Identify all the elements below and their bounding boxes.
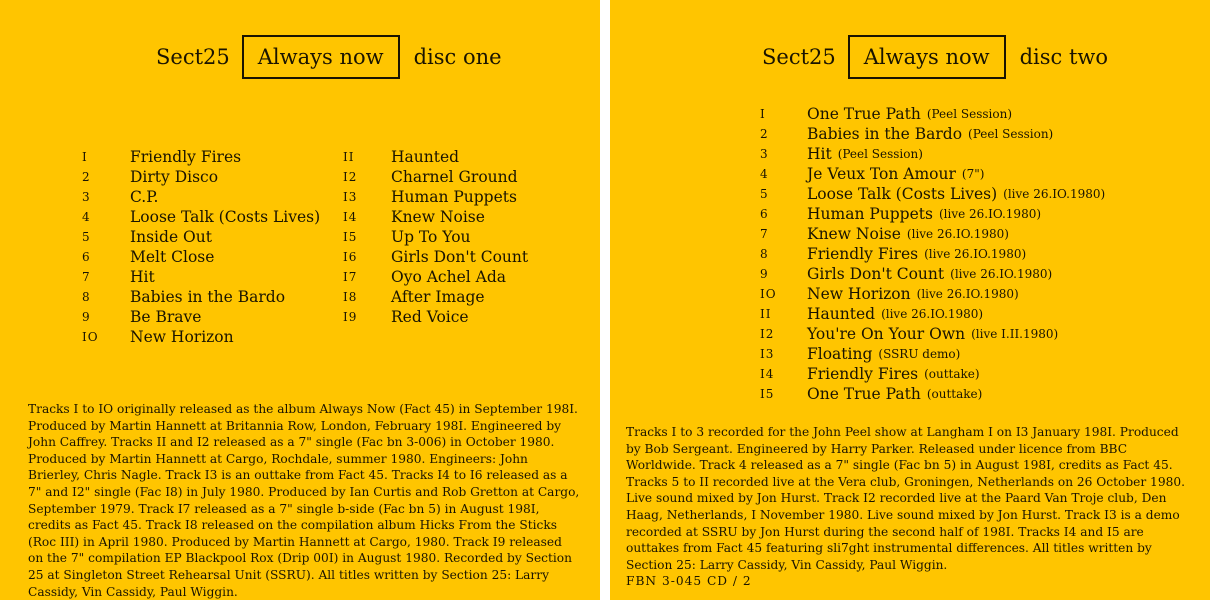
track-row: [760, 124, 1105, 144]
track-row: [343, 227, 528, 247]
track-title: Floating: [807, 345, 873, 363]
track-row: [760, 224, 1105, 244]
track-number: I2: [343, 170, 358, 184]
track-number: IO: [760, 287, 777, 301]
track-number: 7: [760, 227, 769, 241]
disc-two-panel: [610, 0, 1210, 600]
track-note: (live I.II.1980): [971, 327, 1059, 341]
liner-notes: Tracks I to 3 recorded for the John Peel show at Langham I on I3 January 198I. Produced by Bob Sergeant. Engineered by Harry Parker. Released under licence from BBC Worldwide. Track 4 released as a 7" single (Fac bn 5) in August 198I, credits as Fact 45. Tracks 5 to II recorded live at the Vera club, Groningen, Netherlands on 26 October 1980. Live sound mixed by Jon Hurst. Track I2 recorded live at the Paard Van Troje club, Den Haag, Netherlands, I November 1980. Live sound mixed by Jon Hurst. Track I3 is a demo recorded at SSRU by Jon Hurst during the second half of 198I. Tracks I4 and I5 are outtakes from Fact 45 featuring sli7ght instrumental differences. All titles written by Section 25: Larry Cassidy, Vin Cassidy, Paul Wiggin.: [626, 425, 1185, 572]
track-title: Babies in the Bardo: [130, 288, 286, 306]
track-row: [82, 167, 320, 187]
track-number: I: [760, 107, 766, 121]
track-row: [343, 147, 528, 167]
track-row: [82, 327, 320, 347]
track-number: 5: [760, 187, 769, 201]
track-title: Babies in the Bardo: [807, 125, 963, 143]
track-title: Hit: [807, 145, 832, 163]
track-note: (Peel Session): [837, 147, 923, 161]
track-row: [82, 287, 320, 307]
track-title: Human Puppets: [391, 188, 517, 206]
track-number: 8: [760, 247, 769, 261]
track-row: [82, 227, 320, 247]
track-row: [760, 204, 1105, 224]
track-row: [343, 207, 528, 227]
track-row: [760, 144, 1105, 164]
track-title: Human Puppets: [807, 205, 933, 223]
track-number: II: [343, 150, 355, 164]
catalog-number: FBN 3-045 CD / 2: [626, 574, 752, 588]
track-note: (outtake): [926, 387, 983, 401]
track-title: New Horizon: [807, 285, 911, 303]
track-row: [82, 187, 320, 207]
track-number: 5: [82, 230, 91, 244]
track-note: (live 26.IO.1980): [881, 307, 984, 321]
track-number: 9: [82, 310, 91, 324]
disc-label: disc one: [413, 45, 502, 69]
track-row: [760, 244, 1105, 264]
track-row: [760, 304, 1105, 324]
track-note: (live 26.IO.1980): [1003, 187, 1106, 201]
band-name: Sect25: [762, 45, 836, 69]
track-title: Oyo Achel Ada: [391, 268, 506, 286]
disc-two-header: [762, 32, 1108, 82]
track-title: Friendly Fires: [807, 365, 919, 383]
disc-label: disc two: [1019, 45, 1109, 69]
track-title: New Horizon: [130, 328, 234, 346]
track-number: 3: [760, 147, 769, 161]
track-title: Girls Don't Count: [391, 248, 529, 266]
track-title: Loose Talk (Costs Lives): [807, 185, 998, 203]
track-row: [343, 247, 528, 267]
track-title: C.P.: [130, 188, 159, 206]
track-number: 4: [760, 167, 769, 181]
track-row: [760, 364, 1105, 384]
track-number: I3: [343, 190, 358, 204]
track-title: Inside Out: [130, 228, 212, 246]
track-note: (outtake): [924, 367, 980, 381]
track-number: I5: [343, 230, 358, 244]
track-number: 8: [82, 290, 91, 304]
track-title: Loose Talk (Costs Lives): [130, 208, 321, 226]
track-row: [82, 147, 320, 167]
track-title: Knew Noise: [391, 208, 485, 226]
track-number: I5: [760, 387, 775, 401]
track-row: [82, 307, 320, 327]
track-title: Red Voice: [391, 308, 469, 326]
track-note: (live 26.IO.1980): [916, 287, 1019, 301]
band-name: Sect25: [156, 45, 230, 69]
track-number: I: [82, 150, 88, 164]
track-row: [343, 267, 528, 287]
track-row: [343, 167, 528, 187]
track-number: IO: [82, 330, 99, 344]
track-number: 9: [760, 267, 769, 281]
track-title: Haunted: [807, 305, 876, 323]
track-row: [760, 264, 1105, 284]
track-title: Knew Noise: [807, 225, 901, 243]
track-note: (Peel Session): [968, 127, 1054, 141]
tracklist-disc-two: [760, 104, 1105, 404]
track-row: [760, 104, 1105, 124]
track-number: 3: [82, 190, 91, 204]
track-title: One True Path: [807, 385, 921, 403]
track-note: (live 26.IO.1980): [906, 227, 1009, 241]
track-note: (SSRU demo): [878, 347, 961, 361]
track-number: I8: [343, 290, 358, 304]
tracklist-right-column: [343, 147, 528, 327]
track-note: (live 26.IO.1980): [924, 247, 1027, 261]
track-number: I7: [343, 270, 358, 284]
track-title: Up To You: [391, 228, 471, 246]
track-number: 6: [760, 207, 769, 221]
track-number: I2: [760, 327, 775, 341]
track-row: [760, 384, 1105, 404]
track-note: (Peel Session): [926, 107, 1012, 121]
disc-one-header: [156, 32, 502, 82]
track-note: (7"): [961, 167, 985, 181]
track-title: Melt Close: [130, 248, 215, 266]
track-title: Haunted: [391, 148, 460, 166]
track-note: (live 26.IO.1980): [938, 207, 1042, 221]
track-row: [82, 207, 320, 227]
track-title: Charnel Ground: [391, 168, 518, 186]
track-row: [760, 184, 1105, 204]
track-number: 4: [82, 210, 91, 224]
album-title-box: Always now: [242, 35, 400, 79]
track-row: [343, 307, 528, 327]
track-title: Friendly Fires: [130, 148, 242, 166]
track-title: Hit: [130, 268, 155, 286]
track-title: Be Brave: [130, 308, 202, 326]
track-note: (live 26.IO.1980): [950, 267, 1053, 281]
track-title: You're On Your Own: [807, 325, 966, 343]
track-title: Dirty Disco: [130, 168, 219, 186]
track-number: I4: [760, 367, 775, 381]
track-number: I9: [343, 310, 358, 324]
track-title: Friendly Fires: [807, 245, 919, 263]
track-number: I4: [343, 210, 358, 224]
track-title: Girls Don't Count: [807, 265, 945, 283]
track-row: [82, 267, 320, 287]
track-title: After Image: [391, 288, 485, 306]
track-row: [760, 324, 1105, 344]
track-row: [760, 284, 1105, 304]
track-row: [760, 164, 1105, 184]
tracklist-left-column: [82, 147, 320, 347]
track-row: [343, 187, 528, 207]
track-number: 6: [82, 250, 91, 264]
track-row: [760, 344, 1105, 364]
track-row: [343, 287, 528, 307]
track-number: II: [760, 307, 772, 321]
track-row: [82, 247, 320, 267]
disc-one-panel: [0, 0, 600, 600]
track-number: 2: [82, 170, 91, 184]
liner-notes: Tracks I to IO originally released as the album Always Now (Fact 45) in September 198I. Produced by Martin Hannett at Britannia Row, London, February 198I. Engineered by John Caffrey. Tracks II and I2 released as a 7" single (Fac bn 3-006) in October 1980. Produced by Martin Hannett at Cargo, Rochdale, summer 1980. Engineers: John Brierley, Chris Nagle. Track I3 is an outtake from Fact 45. Tracks I4 to I6 released as a 7" and I2" single (Fac I8) in July 1980. Produced by Ian Curtis and Rob Gretton at Cargo, September 1979. Track I7 released as a 7" single b-side (Fac bn 5) in August 198I, credits as Fact 45. Track I8 released on the compilation album Hicks From the Sticks (Roc III) in April 1980. Produced by Martin Hannett at Cargo, 1980. Track I9 released on the 7" compilation EP Blackpool Rox (Drip 00I) in August 1980. Recorded by Section 25 at Singleton Street Rehearsal Unit (SSRU). All titles written by Section 25: Larry Cassidy, Vin Cassidy, Paul Wiggin.: [28, 402, 580, 599]
track-number: I6: [343, 250, 358, 264]
track-number: 2: [760, 127, 769, 141]
track-title: One True Path: [807, 105, 921, 123]
track-number: 7: [82, 270, 91, 284]
track-number: I3: [760, 347, 775, 361]
album-title-box: Always now: [848, 35, 1006, 79]
track-title: Je Veux Ton Amour: [807, 165, 956, 183]
